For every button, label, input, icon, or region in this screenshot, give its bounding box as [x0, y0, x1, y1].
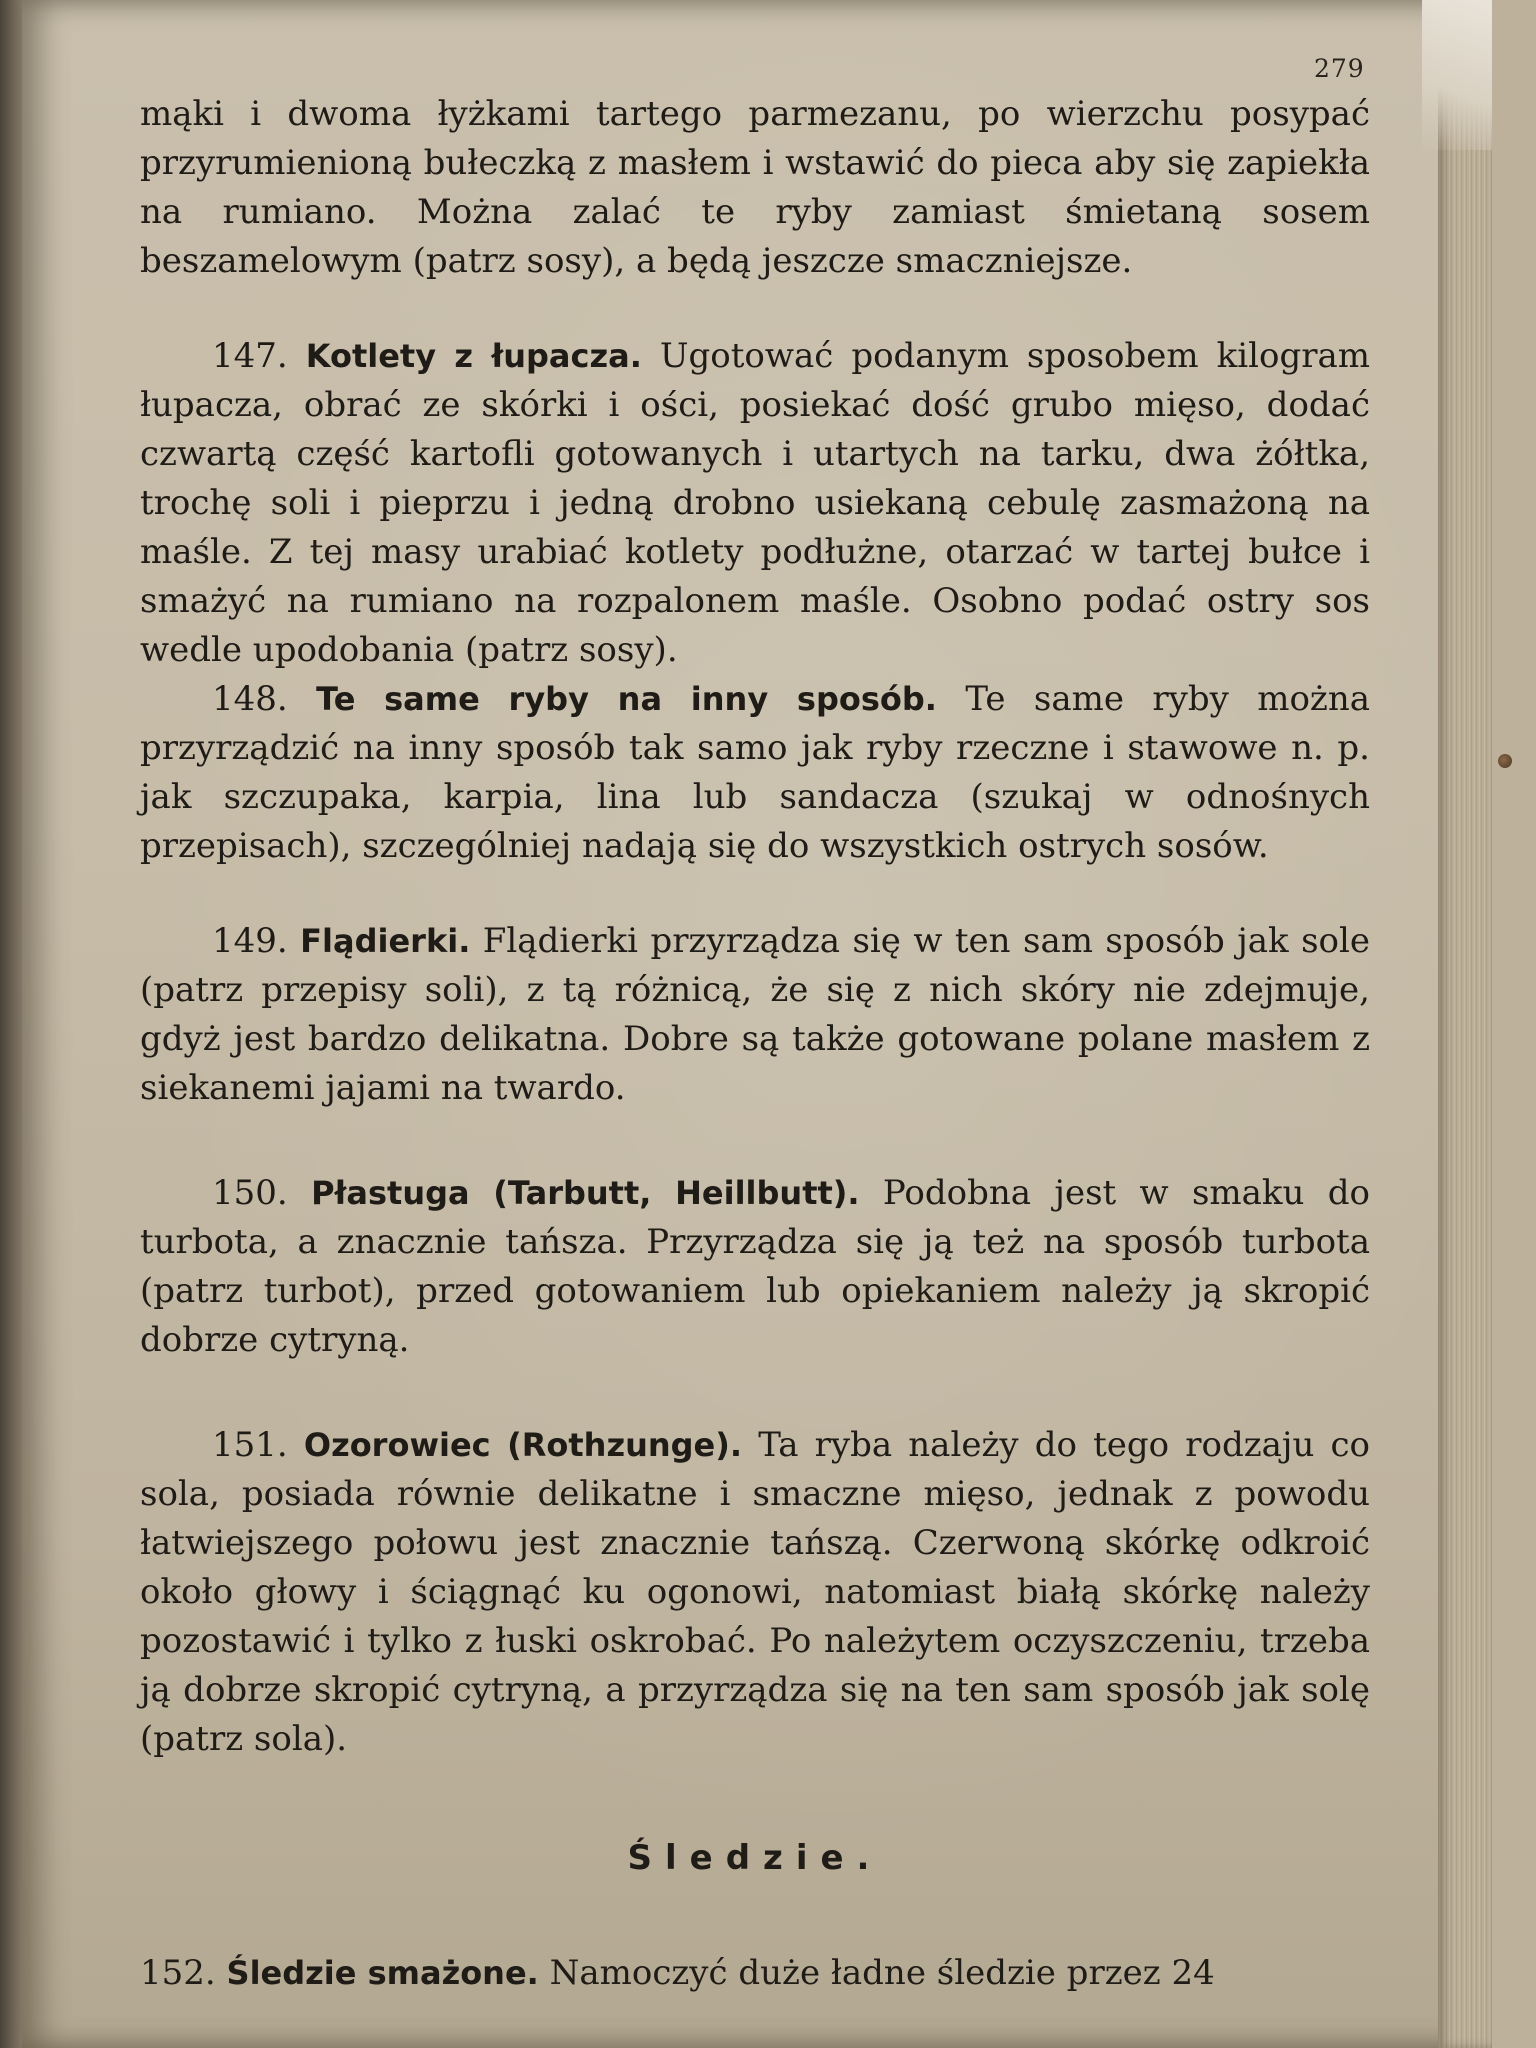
recipe-title: Ozorowiec (Rothzunge). — [303, 1426, 743, 1464]
recipe-body: Namoczyć duże ładne śledzie przez 24 — [549, 1953, 1215, 1993]
book-page — [22, 0, 1492, 2048]
recipe-number: 150. — [212, 1173, 288, 1213]
recipe-title: Kotlety z łupacza. — [305, 337, 642, 375]
recipe-number: 148. — [212, 679, 288, 719]
recipe-number: 151. — [212, 1425, 288, 1465]
page-corner — [1422, 0, 1492, 150]
recipe-151 — [140, 1421, 1370, 1764]
recipe-147 — [140, 332, 1370, 675]
recipe-body: Flądierki przyrządza się w ten sam sposób jak sole (patrz przepisy soli), z tą różnicą, że się z nich skóry nie zdejmuje, gdyż jest bardzo delikatna. Dobre są także gotowane polane masłem z siekanemi jajami na twardo. — [140, 921, 1370, 1108]
recipe-149 — [140, 917, 1370, 1113]
recipe-148 — [140, 675, 1370, 871]
pin-mark — [1498, 754, 1512, 768]
recipe-number: 149. — [212, 921, 288, 961]
page-text — [140, 90, 1370, 1998]
recipe-body: Podobna jest w smaku do turbota, a znacznie tańsza. Przyrządza się ją też na sposób turbota (patrz turbot), przed gotowaniem lub opiekaniem należy ją skropić dobrze cytryną. — [140, 1173, 1371, 1360]
recipe-number: 152. — [140, 1953, 216, 1993]
continuation-paragraph: mąki i dwoma łyżkami tartego parmezanu, po wierzchu posypać przyrumienioną bułeczką z masłem i wstawić do pieca aby się zapiekła na rumiano. Można zalać te ryby zamiast śmietaną sosem beszamelowym (patrz sosy), a będą jeszcze smaczniejsze. — [140, 94, 1370, 281]
recipe-150 — [140, 1169, 1370, 1365]
recipe-title: Flądierki. — [300, 922, 471, 960]
recipe-title: Płastuga (Tarbutt, Heillbutt). — [311, 1174, 860, 1212]
recipe-body: Te same ryby można przyrządzić na inny sposób tak samo jak ryby rzeczne i stawowe n. p. jak szczupaka, karpia, lina lub sandacza (szukaj w odnośnych przepisach), szczególniej nadają się do wszystkich ostrych sosów. — [140, 679, 1371, 866]
recipe-body: Ugotować podanym sposobem kilogram łupacza, obrać ze skórki i ości, posiekać dość grubo mięso, dodać czwartą część kartofli gotowanych i utartych na tarku, dwa żółtka, trochę soli i pieprzu i jedną drobno usiekaną cebulę zasmażoną na maśle. Z tej masy urabiać kotlety podłużne, otarzać w tartej bułce i smażyć na rumiano na rozpalonem maśle. Osobno podać ostry sos wedle upodobania (patrz sosy). — [140, 336, 1371, 670]
recipe-number: 147. — [212, 336, 288, 376]
recipe-body: Ta ryba należy do tego rodzaju co sola, posiada równie delikatne i smaczne mięso, jednak z powodu łatwiejszego połowu jest znacznie tańszą. Czerwoną skórkę odkroić około głowy i ściągnąć ku ogonowi, natomiast białą skórkę należy pozostawić i tylko z łuski oskrobać. Po należytem oczyszczeniu, trzeba ją dobrze skropić cytryną, a przyrządza się na ten sam sposób jak solę (patrz sola). — [140, 1425, 1371, 1759]
page-number: 279 — [1314, 54, 1365, 83]
recipe-title: Śledzie smażone. — [226, 1954, 539, 1992]
section-heading: Śledzie. — [627, 1838, 883, 1878]
recipe-title: Te same ryby na inny sposób. — [316, 680, 937, 718]
page-edges — [1438, 0, 1492, 2048]
recipe-152 — [140, 1949, 1370, 1998]
